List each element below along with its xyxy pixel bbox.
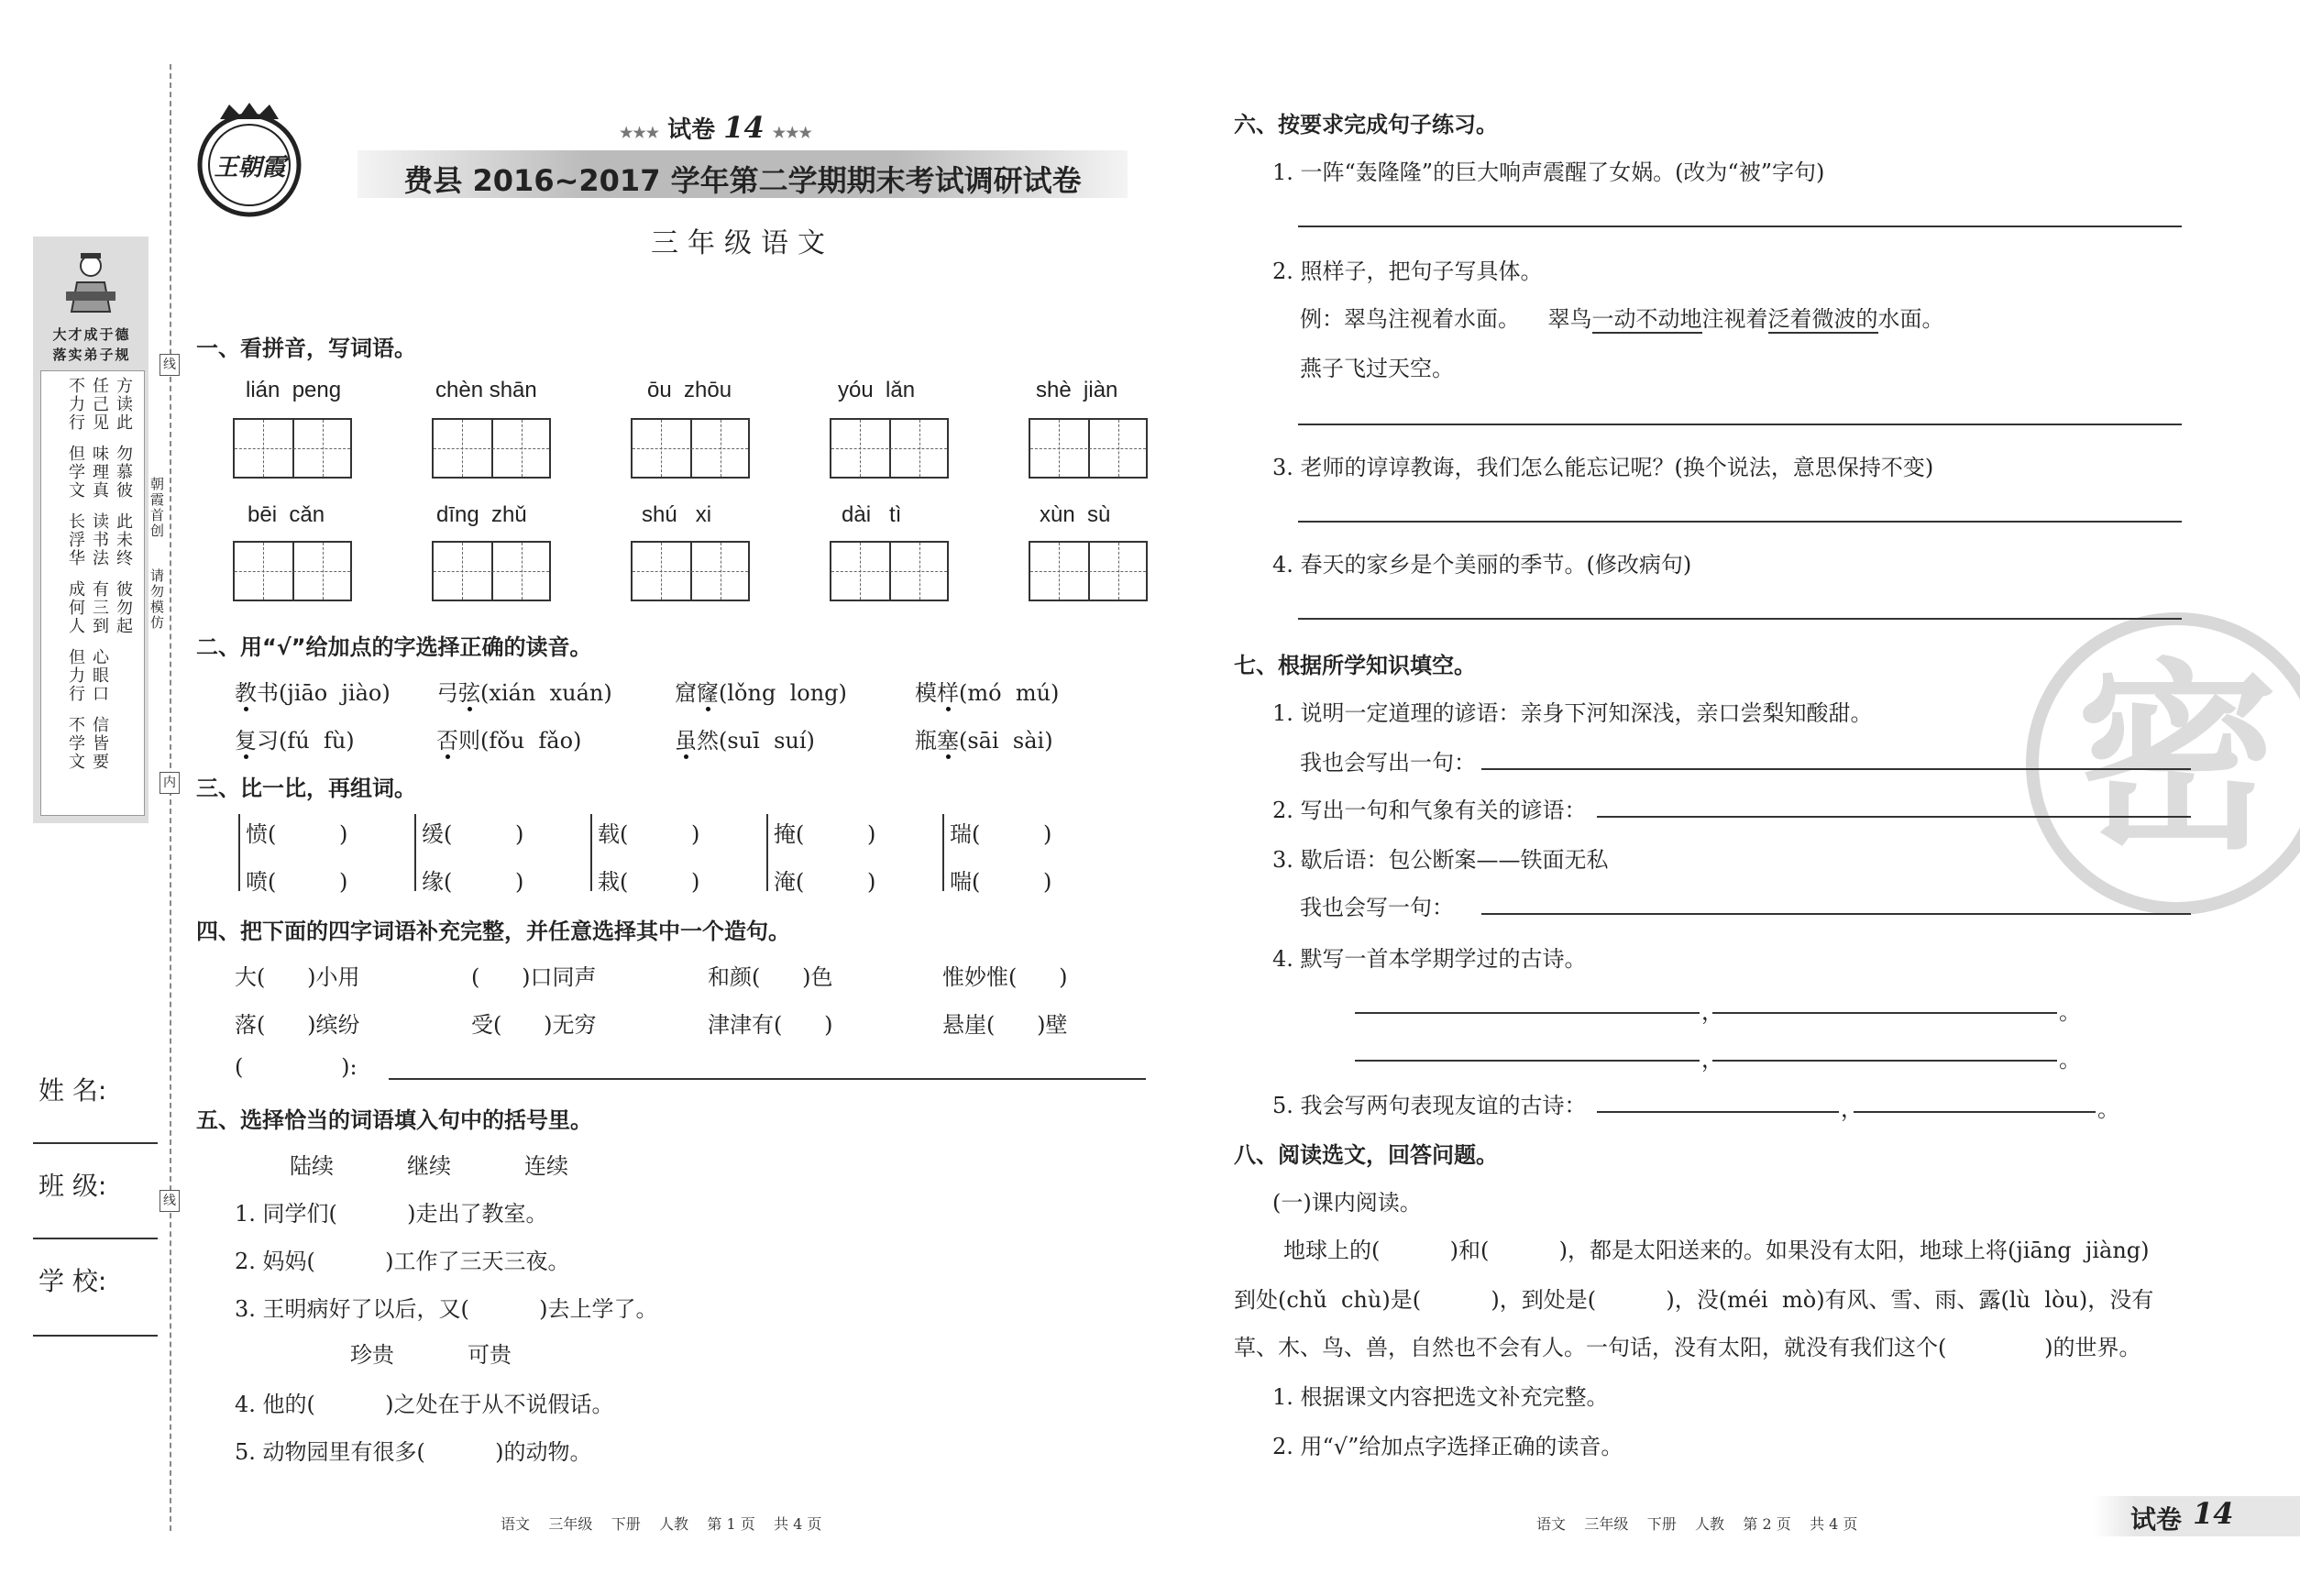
s7-q4: 4. 默写一首本学期学过的古诗。 [1272, 946, 1587, 972]
pinyin-1-2: chèn shān [435, 378, 537, 402]
s7-q3-follow: 我也会写一句： [1300, 895, 1454, 920]
poem-line[interactable] [1712, 1012, 2057, 1014]
scholar-figure [59, 248, 123, 321]
dotted-char: 否 [436, 728, 458, 754]
compare-word[interactable]: 淹( ) [774, 869, 876, 895]
section4-title: 四、把下面的四字词语补充完整，并任意选择其中一个造句。 [196, 919, 790, 944]
compare-word[interactable]: 栽( ) [598, 869, 700, 895]
dotted-char: 虽 [675, 728, 697, 754]
seal-mark-mid: 内 [160, 772, 180, 794]
dotted-char: 教 [235, 680, 257, 706]
motto-col-15: 但力行 [66, 648, 85, 703]
compare-word[interactable]: 愤( ) [246, 821, 348, 847]
s7-q1: 1. 说明一定道理的谚语：亲身下河知深浅，亲口尝梨知酸甜。 [1272, 700, 1873, 726]
s7-q3: 3. 歇后语：包公断案——铁面无私 [1272, 847, 1609, 873]
motto-col-1: 方读此 [114, 377, 133, 432]
pinyin-2-2: dīng zhǔ [436, 502, 527, 527]
writing-grid[interactable] [432, 541, 551, 601]
word-option: 连续 [524, 1153, 568, 1179]
s6-q1: 1. 一阵“轰隆隆”的巨大响声震醒了女娲。(改为“被”字句) [1272, 160, 1825, 185]
motto-panel [33, 237, 149, 823]
s8-para-1: 地球上的( )和( )，都是太阳送来的。如果没有太阳，地球上将(jiāng jiàng) [1283, 1238, 2150, 1263]
logo-text: 王朝霞 [214, 154, 286, 182]
s8-q2: 2. 用“√”给加点字选择正确的读音。 [1272, 1434, 1623, 1459]
word-option: 可贵 [468, 1342, 512, 1368]
s7-q2: 2. 写出一句和气象有关的谚语： [1272, 798, 1587, 823]
idiom-fill[interactable]: 悬崖( )壁 [942, 1012, 1068, 1038]
motto-col-12: 成何人 [66, 580, 85, 635]
badge-number: 14 [2193, 1496, 2234, 1531]
school-label: 学 校: [39, 1266, 107, 1296]
choice-text: 瓶 [915, 728, 937, 754]
name-label: 姓 名: [39, 1075, 107, 1106]
pinyin-2-5: xùn sù [1040, 502, 1111, 527]
s6-q2: 2. 照样子，把句子写具体。 [1272, 259, 1543, 284]
reading-choice[interactable] [235, 722, 355, 754]
word-option: 陆续 [290, 1153, 334, 1179]
idiom-fill[interactable]: 受( )无穷 [471, 1012, 597, 1038]
compare-group [414, 814, 416, 891]
s6-q3: 3. 老师的谆谆教诲，我们怎么能忘记呢？(换个说法，意思保持不变) [1272, 455, 1934, 480]
answer-line[interactable] [1298, 618, 2182, 620]
section2-title: 二、用“√”给加点的字选择正确的读音。 [196, 634, 592, 660]
s7-q5: 5. 我会写两句表现友谊的古诗： [1272, 1093, 1587, 1118]
compare-word[interactable]: 缓( ) [422, 821, 524, 847]
choice-options: (mó mú) [959, 680, 1060, 706]
section1-title: 一、看拼音，写词语。 [196, 336, 416, 361]
compare-word[interactable]: 掩( ) [774, 821, 876, 847]
exam-subtitle: 三年级语文 [651, 227, 834, 259]
fill-item[interactable]: 4. 他的( )之处在于从不说假话。 [235, 1392, 614, 1417]
example-underline-1: 一动不动地 [1591, 306, 1702, 332]
pinyin-1-4: yóu lǎn [838, 378, 916, 402]
writing-grid[interactable] [1029, 541, 1148, 601]
s7-q1-follow: 我也会写出一句： [1300, 750, 1476, 776]
s8-sub: (一)课内阅读。 [1272, 1190, 1422, 1216]
s6-q4: 4. 春天的家乡是个美丽的季节。(修改病句) [1272, 552, 1692, 578]
word-option: 珍贵 [350, 1342, 394, 1368]
motto-line2: 落实弟子规 [52, 347, 131, 363]
answer-line[interactable] [1298, 521, 2182, 523]
reading-choice[interactable] [436, 722, 581, 754]
fill-item[interactable]: 1. 同学们( )走出了教室。 [235, 1201, 548, 1227]
writing-grid[interactable] [1029, 418, 1148, 479]
class-field[interactable] [33, 1238, 158, 1239]
choice-options: (xián xuán) [480, 680, 612, 706]
dotted-char: 窿 [697, 680, 719, 706]
choice-options: (lǒng long) [719, 680, 847, 706]
logo-emblem [193, 101, 307, 220]
answer-line[interactable] [1298, 226, 2182, 227]
example-end: 水面。 [1877, 306, 1944, 332]
dotted-char: 样 [937, 680, 959, 706]
choice-options: (sāi sài) [959, 728, 1053, 754]
idiom-fill[interactable]: 大( )小用 [235, 964, 360, 990]
seal-mark-top: 线 [160, 354, 180, 376]
writing-grid[interactable] [830, 418, 949, 479]
seal-mark-bottom: 线 [160, 1190, 180, 1212]
choice-text: 弓 [436, 680, 458, 706]
motto-col-6: 但学文 [66, 445, 85, 500]
section7-title: 七、根据所学知识填空。 [1234, 653, 1476, 678]
pinyin-1-1: lián peng [246, 378, 342, 402]
motto-col-17: 信皆要 [90, 716, 109, 771]
s6-q2-sentence: 燕子飞过天空。 [1300, 356, 1454, 381]
idiom-fill[interactable]: ( )口同声 [471, 964, 597, 990]
pinyin-2-1: bēi cǎn [248, 502, 325, 527]
confidential-watermark [2026, 612, 2300, 915]
idiom-fill[interactable]: 惟妙惟( ) [942, 964, 1068, 990]
writing-grid[interactable] [830, 541, 949, 601]
class-label: 班 级: [39, 1171, 107, 1201]
dotted-char: 塞 [937, 728, 959, 754]
dotted-char: 弦 [458, 680, 480, 706]
motto-col-14: 心眼口 [90, 648, 109, 703]
writing-grid[interactable] [631, 541, 750, 601]
answer-line[interactable] [1481, 768, 2191, 770]
period: 。 [2059, 999, 2081, 1025]
side-note-1: 朝霞首创 [149, 477, 165, 539]
paper-label: 试卷 [667, 116, 716, 144]
motto-col-9: 长浮华 [66, 512, 85, 567]
example-mid: 注视着 [1701, 306, 1768, 332]
pinyin-2-3: shú xi [642, 502, 712, 527]
reading-choice[interactable] [675, 722, 815, 754]
motto-col-7: 此未终 [114, 512, 133, 567]
writing-grid[interactable] [233, 418, 352, 479]
motto-line1: 大才成于德 [52, 326, 131, 343]
motto-col-4: 勿慕彼 [114, 445, 133, 500]
comma: ， [1701, 999, 1723, 1025]
motto-col-5: 味理真 [90, 445, 109, 500]
writing-grid[interactable] [432, 418, 551, 479]
motto-col-11: 有三到 [90, 580, 109, 635]
motto-col-3: 不力行 [66, 377, 85, 432]
motto-col-8: 读书法 [90, 512, 109, 567]
section5-title: 五、选择恰当的词语填入句中的括号里。 [196, 1107, 592, 1133]
period: 。 [2059, 1047, 2081, 1073]
stars-right: ★★★ [772, 124, 812, 141]
answer-line[interactable] [1298, 424, 2182, 425]
pinyin-1-5: shè jiàn [1036, 378, 1118, 402]
paper-number: 14 [723, 110, 765, 145]
idiom-fill[interactable]: 和颜( )色 [708, 964, 833, 990]
compare-word[interactable]: 载( ) [598, 821, 700, 847]
reading-choice[interactable] [915, 675, 1059, 707]
badge-label: 试卷 [2130, 1504, 2183, 1535]
s8-para-2: 到处(chǔ chù)是( )，到处是( )，没(méi mò)有风、雪、雨、露(lù lòu)，没有 [1234, 1287, 2154, 1313]
answer-line[interactable] [1597, 1111, 1839, 1113]
motto-col-18: 不学文 [66, 716, 85, 771]
footer-left: 语文 三年级 下册 人教 第 1 页 共 4 页 [501, 1515, 822, 1533]
fill-item[interactable]: 3. 王明病好了以后，又( )去上学了。 [235, 1296, 658, 1322]
motto-col-10: 彼勿起 [114, 580, 133, 635]
idiom-fill[interactable]: 落( )缤纷 [235, 1012, 360, 1038]
choice-options: 习(fú fù) [257, 728, 355, 754]
writing-grid[interactable] [631, 418, 750, 479]
choice-text: 模 [915, 680, 937, 706]
answer-line[interactable] [1481, 913, 2191, 915]
section3-title: 三、比一比，再组词。 [196, 776, 416, 801]
pinyin-2-4: dài tì [842, 502, 902, 527]
compare-group [590, 814, 592, 891]
answer-line[interactable] [1597, 816, 2191, 818]
compare-group [942, 814, 944, 891]
school-field[interactable] [33, 1335, 158, 1337]
choice-options: 然(suī suí) [697, 728, 815, 754]
sentence-prefix: ( ): [235, 1054, 358, 1080]
reading-choice[interactable] [675, 675, 847, 707]
reading-choice[interactable] [436, 675, 612, 707]
comma: ， [1841, 1096, 1863, 1122]
paper-label-line [620, 110, 812, 145]
side-note-2: 请勿模仿 [149, 568, 165, 631]
choice-text: 窟 [675, 680, 697, 706]
choice-options: 则(fǒu fǎo) [458, 728, 582, 754]
section8-title: 八、阅读选文，回答问题。 [1234, 1142, 1498, 1168]
compare-word[interactable]: 缘( ) [422, 869, 524, 895]
sentence-answer-line[interactable] [389, 1078, 1146, 1080]
idiom-fill[interactable]: 津津有( ) [708, 1012, 833, 1038]
compare-group [766, 814, 768, 891]
choice-options: 书(jiāo jiào) [257, 680, 391, 706]
s8-q1: 1. 根据课文内容把选文补充完整。 [1272, 1384, 1609, 1410]
compare-word[interactable]: 喷( ) [246, 869, 348, 895]
name-field[interactable] [33, 1142, 158, 1144]
writing-grid[interactable] [233, 541, 352, 601]
poem-line[interactable] [1355, 1060, 1700, 1062]
fold-line [170, 64, 171, 1531]
compare-group [238, 814, 240, 891]
poem-line[interactable] [1355, 1012, 1700, 1014]
dotted-char: 复 [235, 728, 257, 754]
motto-col-2: 任己见 [90, 377, 109, 432]
reading-choice[interactable] [915, 722, 1053, 754]
pinyin-1-3: ōu zhōu [647, 378, 732, 402]
reading-choice[interactable] [235, 675, 391, 707]
example-underline-2: 泛着微波的 [1767, 306, 1878, 332]
poem-line[interactable] [1712, 1060, 2057, 1062]
fill-item[interactable]: 2. 妈妈( )工作了三天三夜。 [235, 1249, 570, 1274]
s8-para-3: 草、木、鸟、兽，自然也不会有人。一句话，没有太阳，就没有我们这个( )的世界。 [1234, 1335, 2141, 1360]
motto-columns [40, 370, 145, 816]
fill-item[interactable]: 5. 动物园里有很多( )的动物。 [235, 1439, 592, 1465]
compare-word[interactable]: 瑞( ) [950, 821, 1052, 847]
section6-title: 六、按要求完成句子练习。 [1234, 112, 1498, 138]
example-prefix: 例：翠鸟注视着水面。 翠鸟 [1300, 306, 1592, 332]
footer-right: 语文 三年级 下册 人教 第 2 页 共 4 页 [1536, 1515, 1858, 1533]
comma: ， [1701, 1047, 1723, 1073]
stars-left: ★★★ [620, 124, 660, 141]
word-option: 继续 [407, 1153, 451, 1179]
answer-line[interactable] [1854, 1111, 2096, 1113]
compare-word[interactable]: 喘( ) [950, 869, 1052, 895]
watermark-char: 密 [2075, 642, 2278, 876]
exam-title: 费县 2016~2017 学年第二学期期末考试调研试卷 [403, 163, 1082, 198]
paper-badge [2094, 1496, 2300, 1536]
period: 。 [2097, 1096, 2119, 1122]
s6-example [1300, 301, 1944, 333]
